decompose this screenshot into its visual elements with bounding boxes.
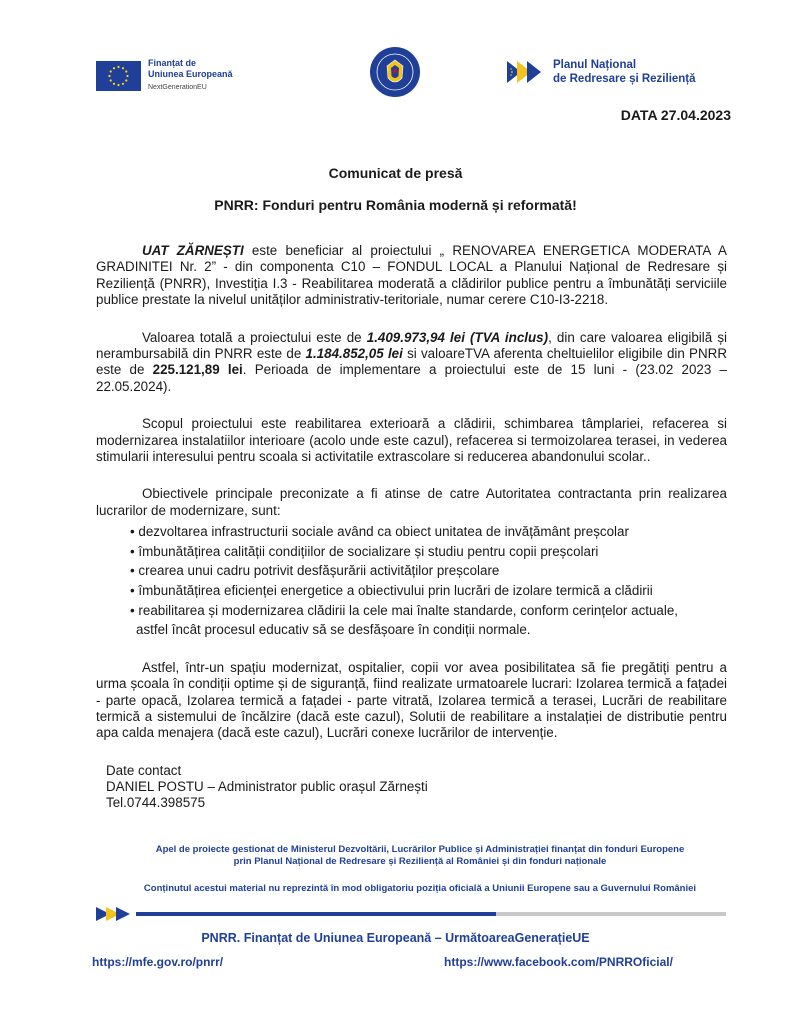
footer-color-band	[96, 907, 726, 921]
pnrr-logo	[507, 58, 696, 86]
list-item: • îmbunătățirea eficienței energetice a obiectivului prin lucrări de izolare termică a clădirii	[130, 583, 653, 599]
eligible-value: 1.184.852,05 lei	[305, 346, 403, 362]
value-text-4: . Perioada de implementare a proiectului este de 15 luni - (23.02 2023 – 22.05.2024).	[96, 362, 727, 394]
value-text-1: Valoarea totală a proiectului este de	[142, 329, 367, 345]
list-item	[130, 601, 727, 640]
document-date: DATA 27.04.2023	[620, 107, 731, 123]
paragraph-objectives: Obiectivele principale preconizate a fi atinse de catre Autoritatea contractanta prin realizarea lucrarilor de modernizare, sunt:	[96, 486, 727, 518]
paragraph-project	[96, 243, 727, 309]
list-item: • crearea unui cadru potrivit desfășurării activităților preșcolare	[130, 563, 500, 579]
mfe-pnrr-link[interactable]: https://mfe.gov.ro/pnrr/	[92, 955, 224, 969]
eu-flag-icon	[96, 61, 141, 91]
document-subtitle: PNRR: Fonduri pentru România modernă și reformată!	[214, 197, 577, 213]
list-item: • îmbunătățirea calității condițiilor de socializare și studiu pentru copii preșcolari	[130, 543, 599, 559]
government-of-romania-seal-icon	[369, 46, 421, 98]
value-text-2: , din care valoarea eligibilă și nerambursabilă din PNRR este de	[96, 329, 727, 362]
paragraph-project-text: este beneficiar al proiectului „ RENOVAREA ENERGETICA MODERATA A GRADINITEI Nr. 2” - din componenta C10 – FONDUL LOCAL a Planului Național de Redresare și Reziliență (PNRR), Investiția I.3 - Reabilitarea moderată a clădirilor publice pentru a îmbunătăți serviciile publice prestate la nivelul unităților administrativ-teritoriale, numar cerere C10-I3-2218.	[96, 243, 727, 308]
footer-slogan: PNRR. Finanțat de Uniunea Europeană – UrmătoareaGenerațieUE	[201, 931, 590, 945]
footer-funding-note-line1: Apel de proiecte gestionat de Ministerul Dezvoltării, Lucrărilor Publice și Administrației finanțat din fonduri Europene	[155, 844, 685, 855]
eu-logo-line1: Finanțat de	[148, 58, 197, 68]
paragraph-works: Astfel, într-un spațiu modernizat, ospitalier, copii vor avea posibilitatea să fie pregătiți pentru a urma școala în condiții optime și de siguranță, fiind realizate urmatoarele lucrari: Izolarea termică a fațadei - parte opacă, Izolarea termică a fațadei - parte vitrată, Izolarea termică a terasei, Lucrări de reabilitare termică a sistemului de încălzire (dacă este cazul), Solutii de reabilitare a instalației de distributie pentru apa calda menajera (dacă este cazul), Lucrări conexe lucrărilor de intervenție.	[96, 659, 727, 741]
contact-phone: Tel.0744.398575	[106, 794, 206, 810]
contact-block	[96, 763, 727, 811]
document-body	[96, 243, 727, 811]
vat-value: 225.121,89 lei	[152, 362, 243, 378]
paragraph-value	[96, 330, 727, 396]
document-title: Comunicat de presă	[328, 165, 463, 181]
list-item-text: • reabilitarea și modernizarea clădirii la cele mai înalte standarde, conform cerințelor actuale,	[130, 602, 679, 618]
total-value: 1.409.973,94 lei (TVA inclus)	[366, 329, 549, 345]
footer-funding-note-line2: prin Planul Național de Redresare și Reziliență al României și din fonduri naționale	[233, 856, 607, 867]
eu-logo-line3: NextGenerationEU	[148, 84, 207, 91]
eu-logo-line2: Uniunea Europeană	[148, 69, 233, 79]
list-item-continuation: astfel încât procesul educativ să se desfășoare în condiții normale.	[136, 622, 531, 638]
list-item: • dezvoltarea infrastructurii sociale având ca obiect unitatea de invățământ preșcolar	[130, 524, 629, 540]
paragraph-purpose: Scopul proiectului este reabilitarea exterioară a clădirii, schimbarea tâmplariei, refacerea si modernizarea instalatiilor interioare (acolo unde este cazul), refacerea si termoizolarea terasei, in vederea stimularii interesului pentru scoala si activitatile extrascolare si reducerea abandonului scolar..	[96, 416, 727, 465]
header-logos	[0, 44, 791, 108]
contact-name: DANIEL POSTU – Administrator public orașul Zărnești	[106, 778, 428, 794]
beneficiary-name: UAT ZĂRNEȘTI	[142, 243, 244, 258]
pnrr-logo-line2: de Redresare și Reziliență	[553, 73, 696, 85]
value-text-3: si valoareTVA aferenta cheltuielilor eligibile din PNRR este de	[96, 346, 727, 378]
footer-disclaimer: Conținutul acestui material nu reprezintă în mod obligatoriu poziția oficială a Uniunii Europene sau a Guvernului României	[143, 883, 697, 894]
pnrr-logo-line1: Planul Național	[553, 59, 637, 71]
eu-funding-logo	[96, 58, 233, 93]
footer-funding-note	[80, 844, 760, 868]
pnrr-chevron-icon	[507, 59, 547, 85]
facebook-pnrr-link[interactable]: https://www.facebook.com/PNRROficial/	[444, 955, 673, 969]
contact-label: Date contact	[106, 762, 182, 778]
objectives-list	[130, 522, 727, 640]
